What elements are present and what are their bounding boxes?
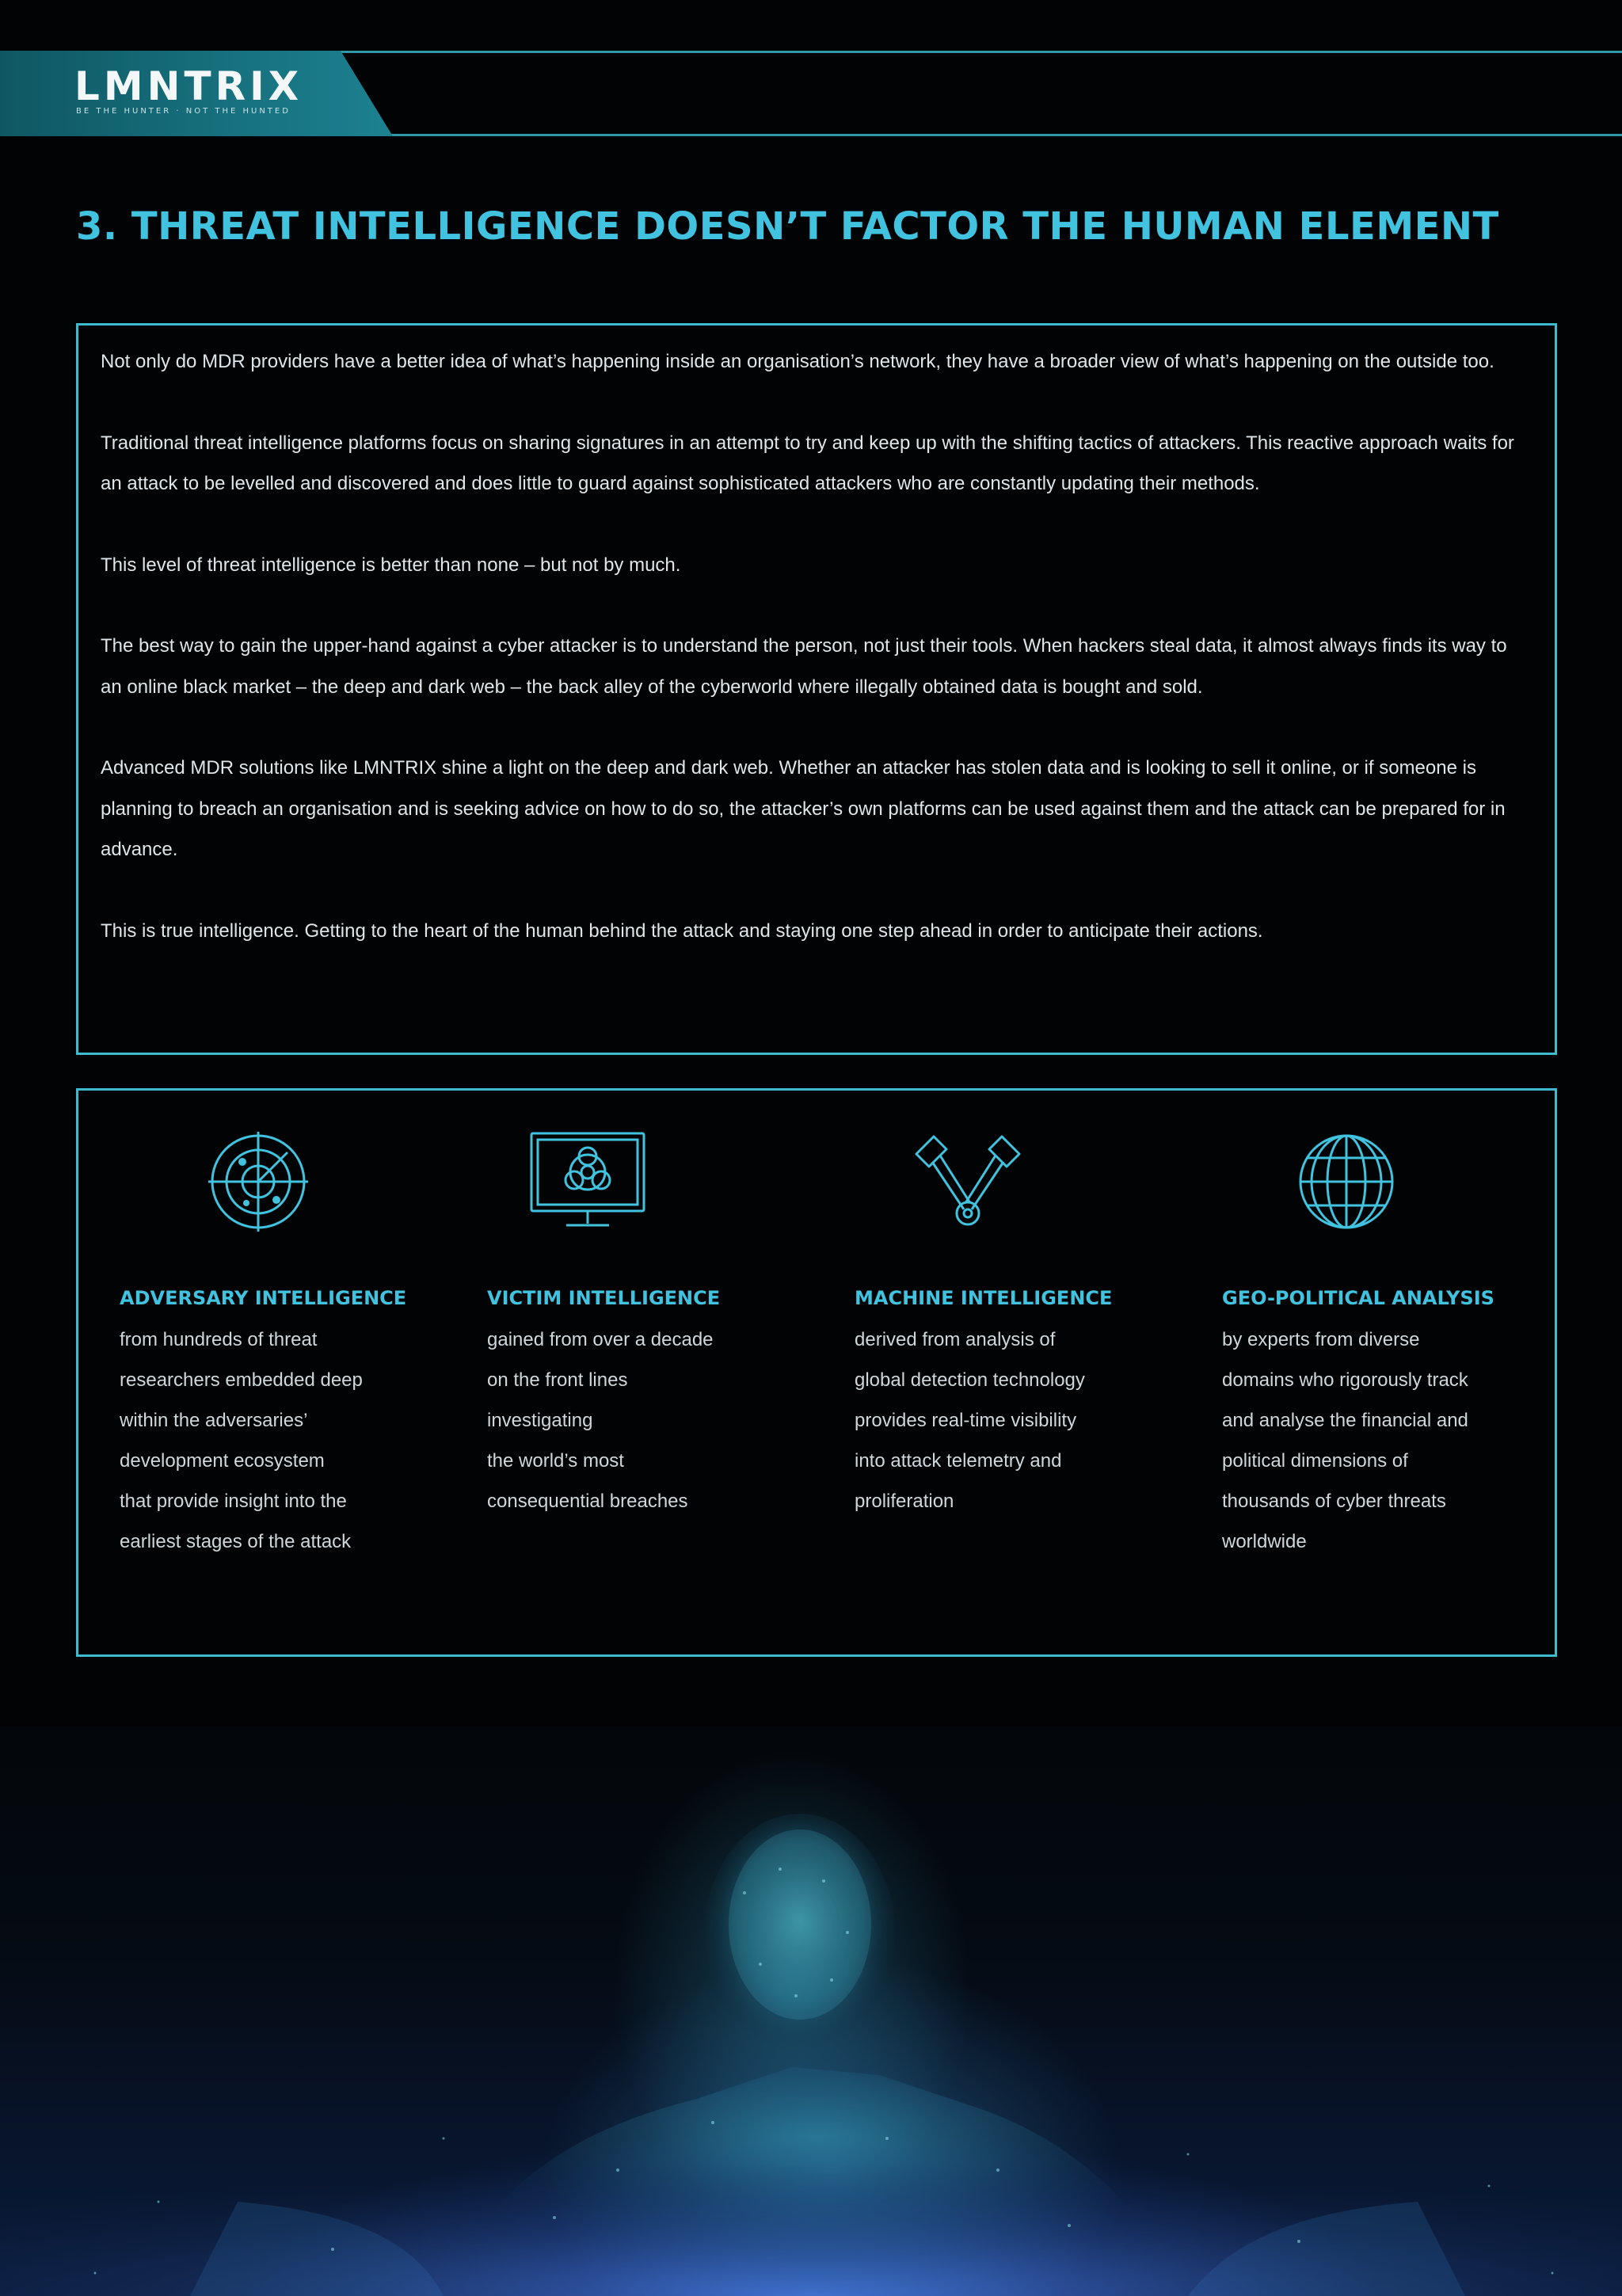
feature-title: ADVERSARY INTELLIGENCE — [120, 1287, 407, 1309]
feature-text-line: the world’s most — [487, 1450, 624, 1472]
page-title: 3. THREAT INTELLIGENCE DOESN’T FACTOR THE HUMAN ELEMENT — [76, 204, 1499, 249]
brand-logo: LMNTRIX — [74, 63, 303, 109]
paragraph: This level of threat intelligence is better than none – but not by much. — [101, 554, 681, 576]
radar-icon — [199, 1130, 318, 1233]
feature-text-line: proliferation — [855, 1491, 954, 1512]
feature-text-line: provides real-time visibility — [855, 1410, 1077, 1431]
paragraph: This is true intelligence. Getting to the heart of the human behind the attack and staying one step ahead in order to anticipate their actions. — [101, 920, 1263, 942]
paragraph: The best way to gain the upper-hand against a cyber attacker is to understand the person, not just their tools. When hackers steal data, it almost always finds its way to an online black market – the deep and dark web – the back alley of the cyberworld where illegally obtained data is bought and sold. — [101, 635, 1507, 698]
feature-text-line: development ecosystem — [120, 1450, 325, 1472]
feature-title: VICTIM INTELLIGENCE — [487, 1287, 721, 1309]
feature-text-line: on the front lines — [487, 1369, 628, 1391]
feature-text-line: worldwide — [1222, 1531, 1307, 1552]
feature-text-line: that provide insight into the — [120, 1491, 347, 1512]
intelligence-features-box — [76, 1088, 1557, 1657]
intro-text-box — [76, 323, 1557, 1055]
paragraph: Traditional threat intelligence platforms focus on sharing signatures in an attempt to try and keep up with the shifting tactics of attackers. This reactive approach waits for an attack to be levelled and discovered and does little to guard against sophisticated attackers who are constantly updating their methods. — [101, 432, 1514, 494]
feature-text-line: gained from over a decade — [487, 1329, 714, 1350]
feature-text-line: from hundreds of threat — [120, 1329, 318, 1350]
feature-text-line: earliest stages of the attack — [120, 1531, 352, 1552]
globe-icon — [1287, 1130, 1406, 1233]
feature-title: MACHINE INTELLIGENCE — [855, 1287, 1113, 1309]
feature-text-line: and analyse the financial and — [1222, 1410, 1468, 1431]
brand-tagline: BE THE HUNTER · NOT THE HUNTED — [76, 107, 291, 116]
paragraph: Advanced MDR solutions like LMNTRIX shine a light on the deep and dark web. Whether an attacker has stolen data and is looking to sell it online, or if someone is planning to breach an organisation and is seeking advice on how to do so, the attacker’s own platforms can be used against them and the attack can be prepared for in advance. — [101, 757, 1506, 860]
feature-text-line: within the adversaries’ — [120, 1410, 308, 1431]
feature-text-line: global detection technology — [855, 1369, 1085, 1391]
feature-text-line: derived from analysis of — [855, 1329, 1056, 1350]
feature-title: GEO-POLITICAL ANALYSIS — [1222, 1287, 1494, 1309]
paragraph: Not only do MDR providers have a better idea of what’s happening inside an organisation’s network, they have a broader view of what’s happening on the outside too. — [101, 351, 1494, 372]
feature-text-line: into attack telemetry and — [855, 1450, 1062, 1472]
digital-figure-illustration — [0, 1727, 1622, 2296]
biohazard-monitor-icon — [528, 1130, 647, 1233]
feature-text-line: domains who rigorously track — [1222, 1369, 1468, 1391]
machine-pistons-icon — [908, 1130, 1027, 1233]
feature-text-line: investigating — [487, 1410, 593, 1431]
hero-image-digital-figure — [0, 1727, 1622, 2296]
feature-text-line: by experts from diverse — [1222, 1329, 1420, 1350]
feature-text-line: political dimensions of — [1222, 1450, 1408, 1472]
feature-text-line: researchers embedded deep — [120, 1369, 363, 1391]
feature-text-line: consequential breaches — [487, 1491, 688, 1512]
feature-text-line: thousands of cyber threats — [1222, 1491, 1446, 1512]
